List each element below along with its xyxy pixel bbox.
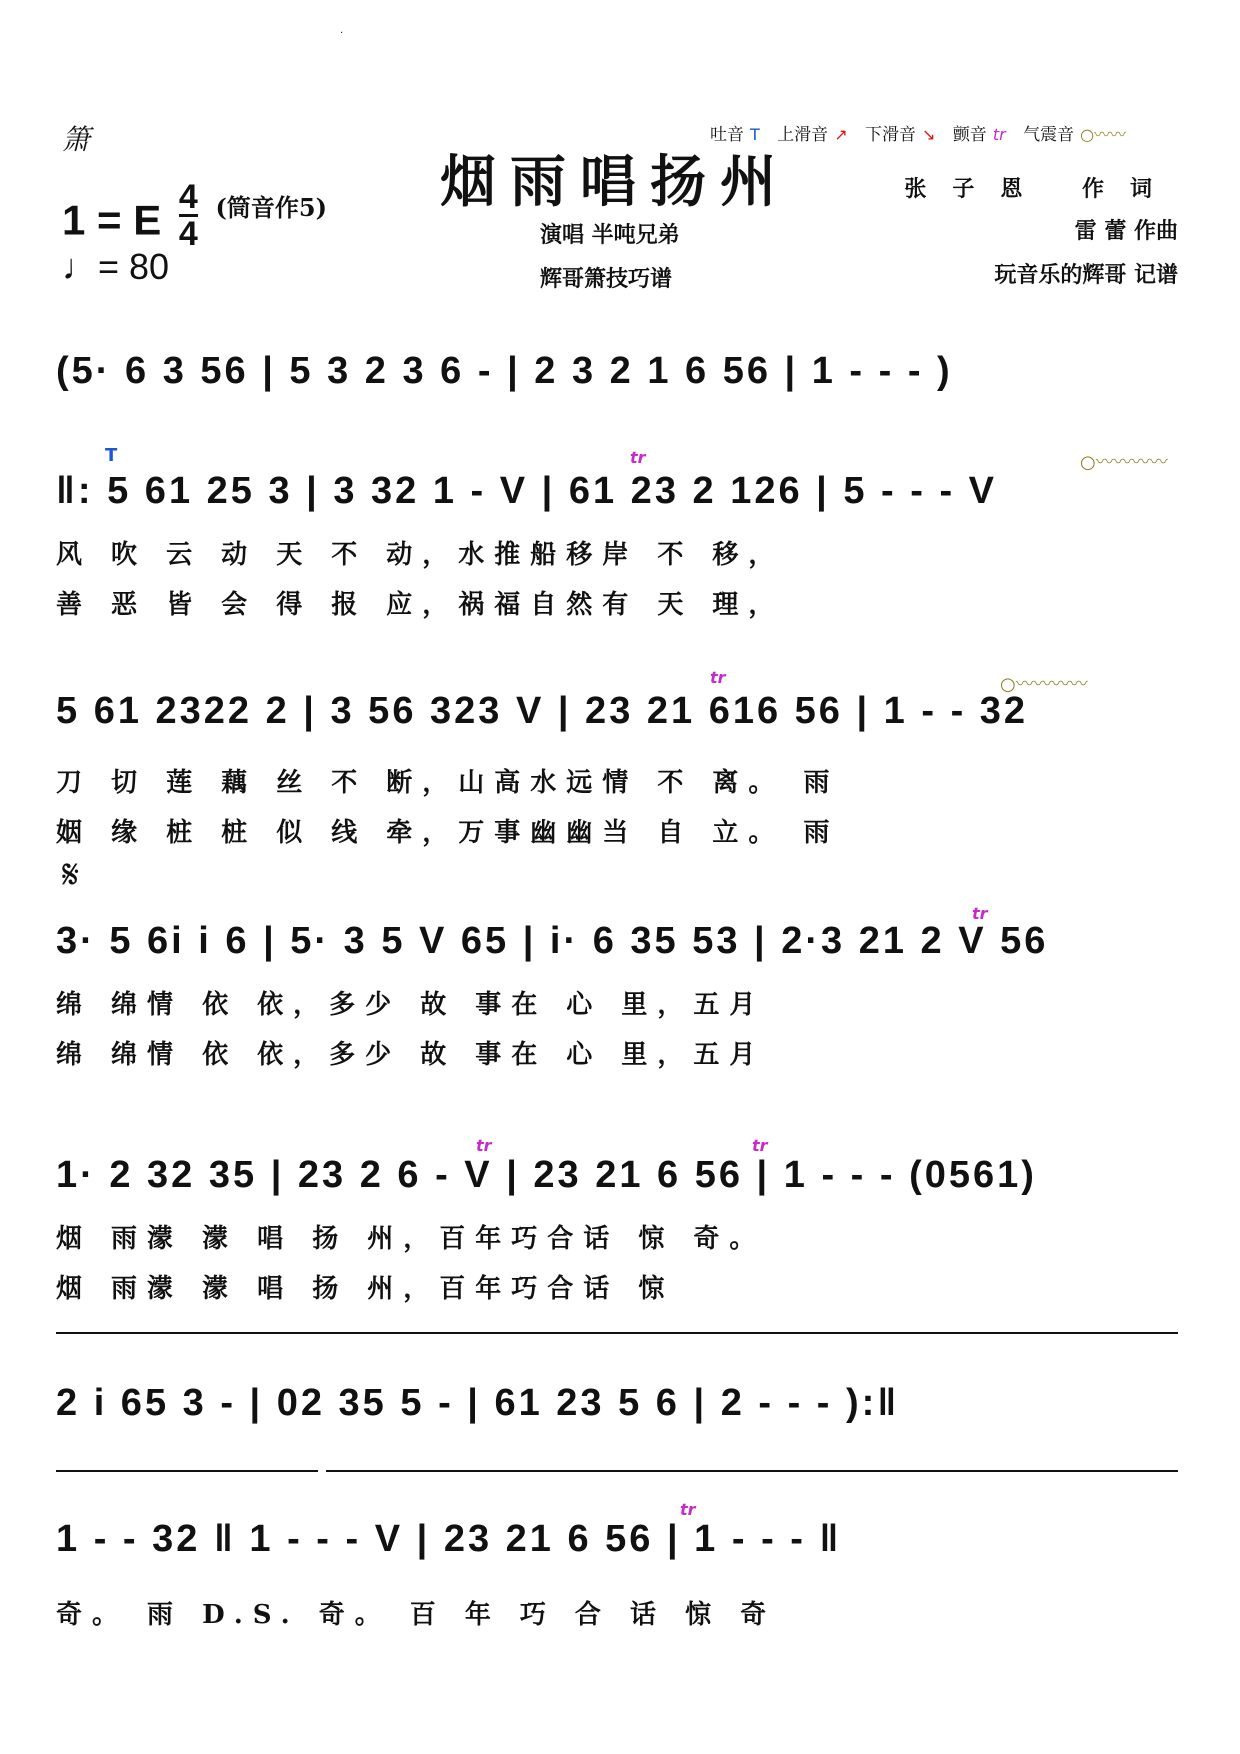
trill-icon: tr xyxy=(992,125,1006,144)
transcriber-credit: 玩音乐的辉哥 记谱 xyxy=(994,262,1178,288)
score-row-2: ‖: 5 61 25 3 | 3 32 1 - V | 61 23 2 126 | 5 - - - V xyxy=(56,470,998,512)
slide-up-icon: ↗ xyxy=(834,125,848,144)
ending-bracket-2 xyxy=(56,1470,318,1472)
instrument-label: 箫 xyxy=(62,123,91,156)
tongue-icon: T xyxy=(105,445,118,466)
segno-icon: 𝄋 xyxy=(62,852,80,898)
lyric-row-4-verse-2: 绵 绵情 依 依，多少 故 事在 心 里，五月 xyxy=(56,1040,766,1070)
lyric-row-5-verse-1: 烟 雨濛 濛 唱 扬 州，百年巧合话 惊 奇。 xyxy=(56,1224,766,1254)
lyric-row-4-verse-1: 绵 绵情 依 依，多少 故 事在 心 里，五月 xyxy=(56,990,766,1020)
slide-down-icon: ↘ xyxy=(922,125,936,144)
dot-mark: · xyxy=(340,28,344,39)
lyric-row-7: 奇。 雨 D.S. 奇。 百 年 巧 合 话 惊 奇 xyxy=(56,1600,777,1630)
lyric-row-3-verse-2: 姻 缘 桩 桩 似 线 牵，万事幽幽当 自 立。 雨 xyxy=(56,818,840,848)
lyric-row-2-verse-1: 风 吹 云 动 天 不 动，水推船移岸 不 移， xyxy=(56,540,785,570)
lyric-row-5-verse-2: 烟 雨濛 濛 唱 扬 州，百年巧合话 惊 xyxy=(56,1274,675,1304)
lyric-row-2-verse-2: 善 恶 皆 会 得 报 应，祸福自然有 天 理， xyxy=(56,590,785,620)
score-row-4: 3· 5 6i i 6 | 5· 3 5 V 65 | i· 6 35 53 | 2·3 21 2 V 56 xyxy=(56,920,1049,962)
trill-icon: tr xyxy=(680,1500,696,1519)
vibrato-icon: ○〰〰 xyxy=(1080,125,1127,144)
key-label: 1 = E xyxy=(62,196,162,244)
singer-credit: 演唱 半吨兄弟 xyxy=(540,222,680,248)
lyricist-credit: 张子恩 作词 xyxy=(904,176,1178,202)
score-row-5: 1· 2 32 35 | 23 2 6 - V | 23 21 6 56 | 1 - - - (0561) xyxy=(56,1154,1037,1196)
legend-label-slide-up: 上滑音 xyxy=(777,125,829,145)
section-divider xyxy=(56,1332,1178,1334)
arranger-credit: 辉哥箫技巧谱 xyxy=(540,266,673,292)
tongue-icon: T xyxy=(750,125,760,144)
trill-icon: tr xyxy=(752,1136,768,1155)
legend-label-trill: 颤音 xyxy=(952,125,987,145)
score-row-3: 5 61 2322 2 | 3 56 323 V | 23 21 616 56 | 1 - - 32 xyxy=(56,690,1029,732)
trill-icon: tr xyxy=(972,904,988,923)
legend-label-slide-down: 下滑音 xyxy=(865,125,916,145)
lyric-row-3-verse-1: 刀 切 莲 藕 丝 不 断，山高水远情 不 离。 雨 xyxy=(56,768,840,798)
vibrato-icon: ○〰〰〰〰 xyxy=(1000,674,1088,695)
score-row-1: (5· 6 3 56 | 5 3 2 3 6 - | 2 3 2 1 6 56 | 1 - - - ) xyxy=(56,350,953,392)
tempo-marking: ♩= 80 xyxy=(62,246,170,287)
composer-credit: 雷 蕾 作曲 xyxy=(1074,218,1178,244)
legend-label-vibrato: 气震音 xyxy=(1023,125,1075,145)
tuning-note: (筒音作5) xyxy=(215,193,327,222)
trill-icon: tr xyxy=(710,668,726,687)
vibrato-icon: ○〰〰〰〰 xyxy=(1080,452,1168,473)
score-row-7: 1 - - 32 ‖ 1 - - - V | 23 21 6 56 | 1 - - - ‖ xyxy=(56,1518,842,1560)
trill-icon: tr xyxy=(476,1136,492,1155)
trill-icon: tr xyxy=(630,448,646,467)
page-title: 烟雨唱扬州 xyxy=(440,149,790,215)
time-signature: $\frac{4}{4}$ xyxy=(178,178,198,253)
ending-bracket-3 xyxy=(326,1470,1178,1472)
legend-label-tongue: 吐音 xyxy=(710,125,744,145)
score-row-6: 2 i 65 3 - | 02 35 5 - | 61 23 5 6 | 2 - - - ):‖ xyxy=(56,1382,900,1424)
